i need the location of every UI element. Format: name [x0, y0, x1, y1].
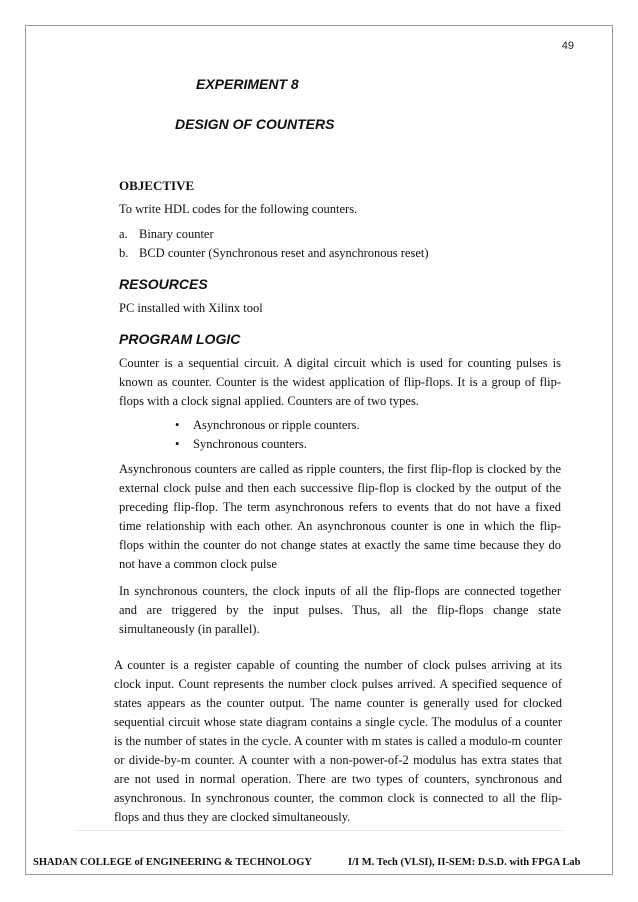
bullet-icon: • — [175, 437, 180, 451]
list-item-text: BCD counter (Synchronous reset and asynchronous reset) — [139, 246, 429, 260]
program-logic-intro: Counter is a sequential circuit. A digital circuit which is used for counting pulses is known as counter. Counter is the widest application of flip-flops. It is a group of flip-flops with a clock signal applied. Counters are of two types. — [119, 356, 561, 408]
program-logic-heading: PROGRAM LOGIC — [119, 331, 241, 347]
experiment-title: EXPERIMENT 8 — [196, 76, 299, 92]
list-item — [119, 244, 561, 263]
objective-heading: OBJECTIVE — [119, 178, 195, 193]
list-marker: a. — [119, 227, 128, 241]
list-item — [175, 416, 561, 435]
page-number: 49 — [561, 40, 574, 52]
bullet-icon: • — [175, 418, 180, 432]
objective-text: To write HDL codes for the following counters. — [119, 202, 358, 216]
synchronous-paragraph: In synchronous counters, the clock inputs of all the flip-flops are connected together and are triggered by the input pulses. Thus, all the flip-flops change state simultaneously (in parallel). — [119, 584, 561, 636]
counter-definition-paragraph: A counter is a register capable of counting the number of clock pulses arriving at its clock input. Count represents the number clock pulses arrived. A specified sequence of states appears as the counter output. The name counter is generally used for clocked sequential circuit whose state diagram contains a single cycle. The modulus of a counter is the number of states in the cycle. A counter with m states is called a modulo-m counter or divide-by-m counter. A counter with a non-power-of-2 modulus has extra states that are not used in normal operation. There are two types of counters, synchronous and asynchronous. In synchronous counter, the common clock is connected to all the flip-flops and thus they are clocked simultaneously. — [114, 658, 562, 824]
list-marker: b. — [119, 246, 129, 260]
list-item-text: Synchronous counters. — [193, 437, 307, 451]
list-item — [175, 435, 561, 454]
footer-college: SHADAN COLLEGE of ENGINEERING & TECHNOLOGY — [33, 857, 312, 868]
list-item-text: Binary counter — [139, 227, 214, 241]
footer-course: I/I M. Tech (VLSI), II-SEM: D.S.D. with FPGA Lab — [348, 857, 581, 868]
list-item — [119, 225, 561, 244]
resources-text: PC installed with Xilinx tool — [119, 301, 263, 315]
list-item-text: Asynchronous or ripple counters. — [193, 418, 360, 432]
experiment-subtitle: DESIGN OF COUNTERS — [175, 116, 335, 132]
asynchronous-paragraph: Asynchronous counters are called as ripple counters, the first flip-flop is clocked by the external clock pulse and then each successive flip-flop is clocked by the output of the preceding flip-flop. The term asynchronous refers to events that do not have a fixed time relationship with each other. An asynchronous counter is one in which the flip-flops within the counter do not change states at exactly the same time because they do not have a common clock pulse — [119, 462, 561, 571]
objective-list — [119, 225, 561, 263]
resources-heading: RESOURCES — [119, 276, 208, 292]
main-content — [119, 176, 561, 639]
footer-divider — [76, 830, 563, 831]
counter-types-list — [119, 416, 561, 454]
